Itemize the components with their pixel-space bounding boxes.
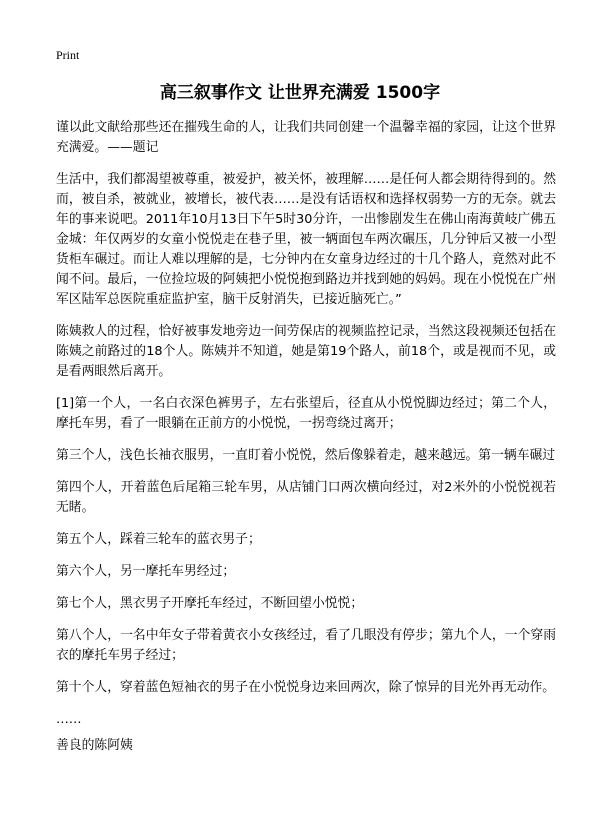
rescue-paragraph: 陈姨救人的过程，恰好被事发地旁边一间劳保店的视频监控记录，当然这段视频还包括在陈姨之前路过的18个人。陈姨并不知道，她是第19个路人，前18个，或是视而不见，或是看两眼然后离开。 — [56, 324, 556, 379]
passerby-paragraph-8-9: 第八个人，一名中年女子带着黄衣小女孩经过，看了几眼没有停步；第九个人，一个穿雨衣的摩托车男子经过； — [56, 628, 556, 663]
document-body — [56, 118, 556, 768]
intro-paragraph: 生活中，我们都渴望被尊重，被爱护，被关怀，被理解……是任何人都会期待得到的。然而，被自杀，被就业，被增长，被代表……是没有话语权和选择权弱势一方的无奈。就去年的事来说吧。2011年10月13日下午5时30分许，一出惨剧发生在佛山南海黄岐广佛五金城：年仅两岁的女童小悦悦走在巷子里，被一辆面包车两次碾压，几分钟后又被一小型货柜车碾过。而让人难以理解的是，七分钟内在女童身边经过的十几个路人，竟然对此不闻不问。最后，一位捡垃圾的阿姨把小悦悦抱到路边并找到她的妈妈。现在小悦悦在广州军区陆军总医院重症监护室，脑干反射消失，已接近脑死亡。” — [56, 172, 556, 307]
passerby-paragraph-7: 第七个人，黑衣男子开摩托车经过，不断回望小悦悦； — [56, 596, 364, 611]
ellipsis-text: …… — [56, 712, 82, 727]
epigraph-paragraph: 谨以此文献给那些还在摧残生命的人，让我们共同创建一个温馨幸福的家园，让这个世界充满爱。——题记 — [56, 120, 556, 155]
section-heading: 善良的陈阿姨 — [56, 738, 133, 753]
passerby-paragraph-5: 第五个人，踩着三轮车的蓝衣男子； — [56, 532, 261, 547]
passerby-paragraph-4: 第四个人，开着蓝色后尾箱三轮车男，从店铺门口两次横向经过，对2米外的小悦悦视若无睹。 — [56, 480, 556, 515]
document-title: 高三叙事作文 让世界充满爱 1500字 — [159, 83, 441, 103]
passerby-paragraph-3: 第三个人，浅色长袖衣服男，一直盯着小悦悦，然后像躲着走，越来越远。第一辆车碾过 — [56, 448, 556, 463]
print-label: Print — [56, 48, 80, 62]
passerby-paragraph-6: 第六个人，另一摩托车男经过； — [56, 564, 236, 579]
passerby-paragraph-1-2: [1]第一个人，一名白衣深色裤男子，左右张望后，径直从小悦悦脚边经过；第二个人，摩托车男，看了一眼躺在正前方的小悦悦，一拐弯绕过离开； — [56, 396, 556, 431]
passerby-paragraph-10: 第十个人，穿着蓝色短袖衣的男子在小悦悦身边来回两次，除了惊异的目光外再无动作。 — [56, 680, 556, 695]
